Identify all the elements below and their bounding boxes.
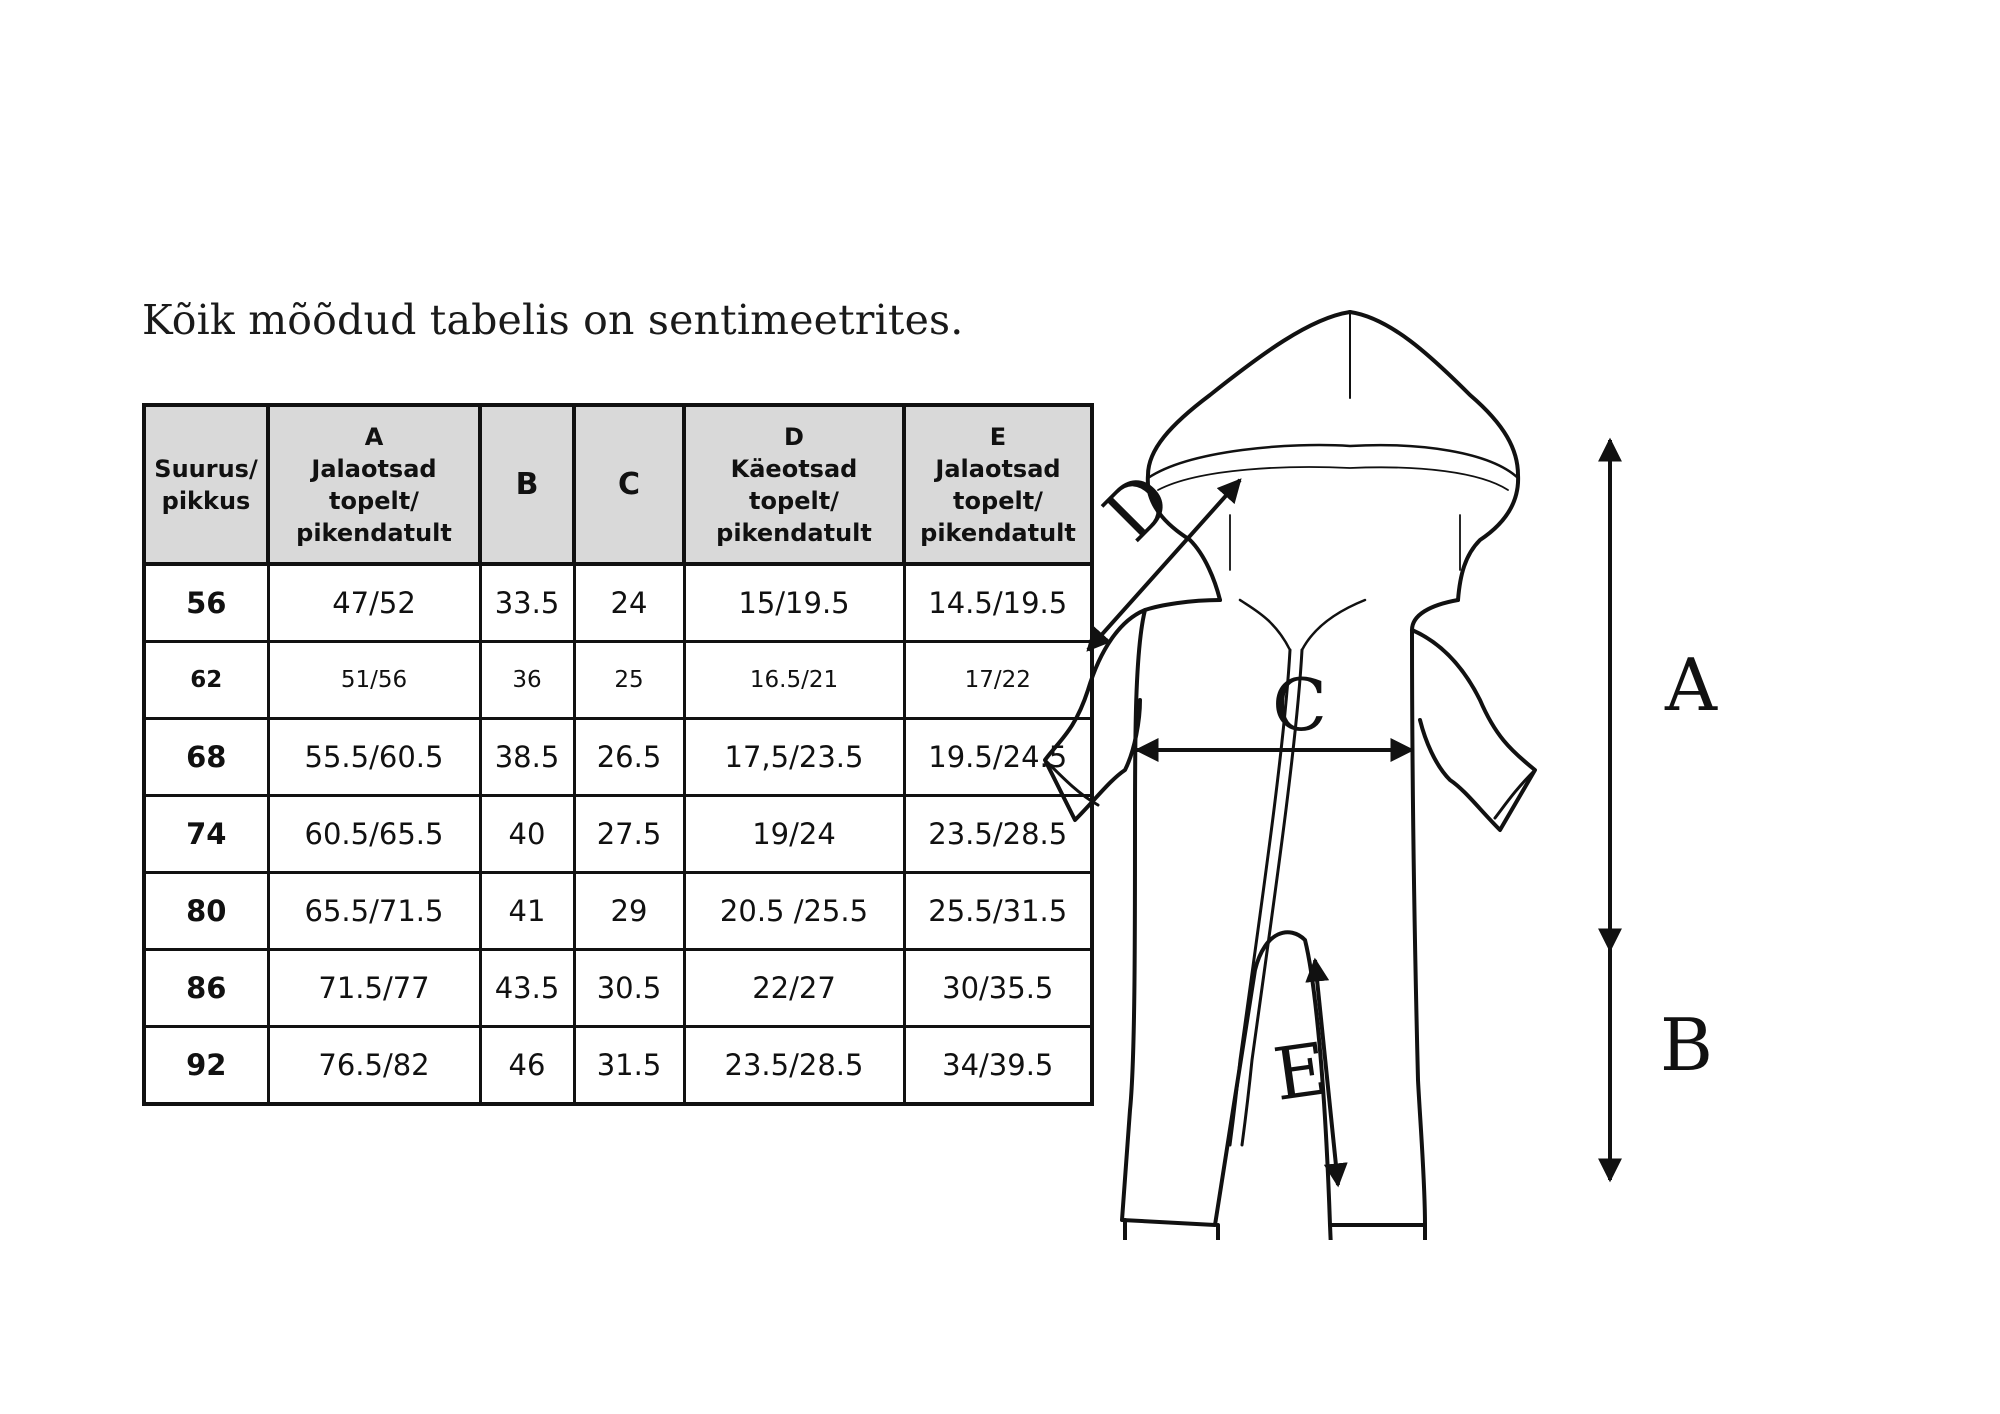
header-e: E Jalaotsad topelt/ pikendatult	[904, 405, 1092, 564]
label-c: C	[1272, 663, 1328, 747]
header-a: A Jalaotsad topelt/ pikendatult	[268, 405, 480, 564]
cell-a: 76.5/82	[268, 1027, 480, 1105]
cell-c: 25	[574, 642, 684, 719]
cell-c: 24	[574, 564, 684, 642]
cell-size: 62	[144, 642, 268, 719]
cell-size: 92	[144, 1027, 268, 1105]
table-header-row	[144, 405, 1092, 564]
cell-e: 23.5/28.5	[904, 796, 1092, 873]
units-note: Kõik mõõdud tabelis on sentimeetrites.	[142, 296, 964, 344]
cell-e: 34/39.5	[904, 1027, 1092, 1105]
cell-size: 74	[144, 796, 268, 873]
cell-a: 71.5/77	[268, 950, 480, 1027]
cell-b: 40	[480, 796, 574, 873]
cell-d: 20.5 /25.5	[684, 873, 904, 950]
cell-size: 68	[144, 719, 268, 796]
cell-b: 43.5	[480, 950, 574, 1027]
size-table	[142, 403, 1094, 1106]
hood-outline	[1148, 312, 1350, 600]
cell-d: 15/19.5	[684, 564, 904, 642]
label-a: A	[1665, 643, 1717, 727]
table-row	[144, 950, 1092, 1027]
cell-d: 19/24	[684, 796, 904, 873]
cell-size: 56	[144, 564, 268, 642]
cell-a: 47/52	[268, 564, 480, 642]
cell-size: 80	[144, 873, 268, 950]
cell-d: 17,5/23.5	[684, 719, 904, 796]
table-row	[144, 873, 1092, 950]
table-row	[144, 1027, 1092, 1105]
table-row	[144, 719, 1092, 796]
hood-outline-right	[1350, 312, 1518, 600]
header-c: C	[574, 405, 684, 564]
cell-d: 16.5/21	[684, 642, 904, 719]
cell-d: 22/27	[684, 950, 904, 1027]
table-row	[144, 796, 1092, 873]
cell-e: 19.5/24.5	[904, 719, 1092, 796]
cell-b: 46	[480, 1027, 574, 1105]
cell-c: 31.5	[574, 1027, 684, 1105]
cell-b: 33.5	[480, 564, 574, 642]
cell-e: 25.5/31.5	[904, 873, 1092, 950]
cell-e: 17/22	[904, 642, 1092, 719]
label-d: D	[1087, 456, 1188, 558]
header-size: Suurus/ pikkus	[144, 405, 268, 564]
cell-size: 86	[144, 950, 268, 1027]
right-sleeve	[1412, 630, 1535, 830]
jumpsuit-diagram	[1040, 180, 1960, 1240]
header-d: D Käeotsad topelt/ pikendatult	[684, 405, 904, 564]
cell-c: 29	[574, 873, 684, 950]
cell-b: 36	[480, 642, 574, 719]
hood-opening	[1148, 445, 1518, 478]
cell-e: 30/35.5	[904, 950, 1092, 1027]
cell-a: 65.5/71.5	[268, 873, 480, 950]
label-b: B	[1660, 1003, 1713, 1087]
label-e: E	[1268, 1026, 1333, 1117]
cell-e: 14.5/19.5	[904, 564, 1092, 642]
header-b: B	[480, 405, 574, 564]
cell-c: 26.5	[574, 719, 684, 796]
cell-b: 41	[480, 873, 574, 950]
cell-a: 51/56	[268, 642, 480, 719]
cell-d: 23.5/28.5	[684, 1027, 904, 1105]
cell-b: 38.5	[480, 719, 574, 796]
cell-c: 30.5	[574, 950, 684, 1027]
table-row	[144, 564, 1092, 642]
cell-c: 27.5	[574, 796, 684, 873]
cell-a: 55.5/60.5	[268, 719, 480, 796]
right-leg-cuff	[1330, 1225, 1425, 1240]
cell-a: 60.5/65.5	[268, 796, 480, 873]
table-row	[144, 642, 1092, 719]
